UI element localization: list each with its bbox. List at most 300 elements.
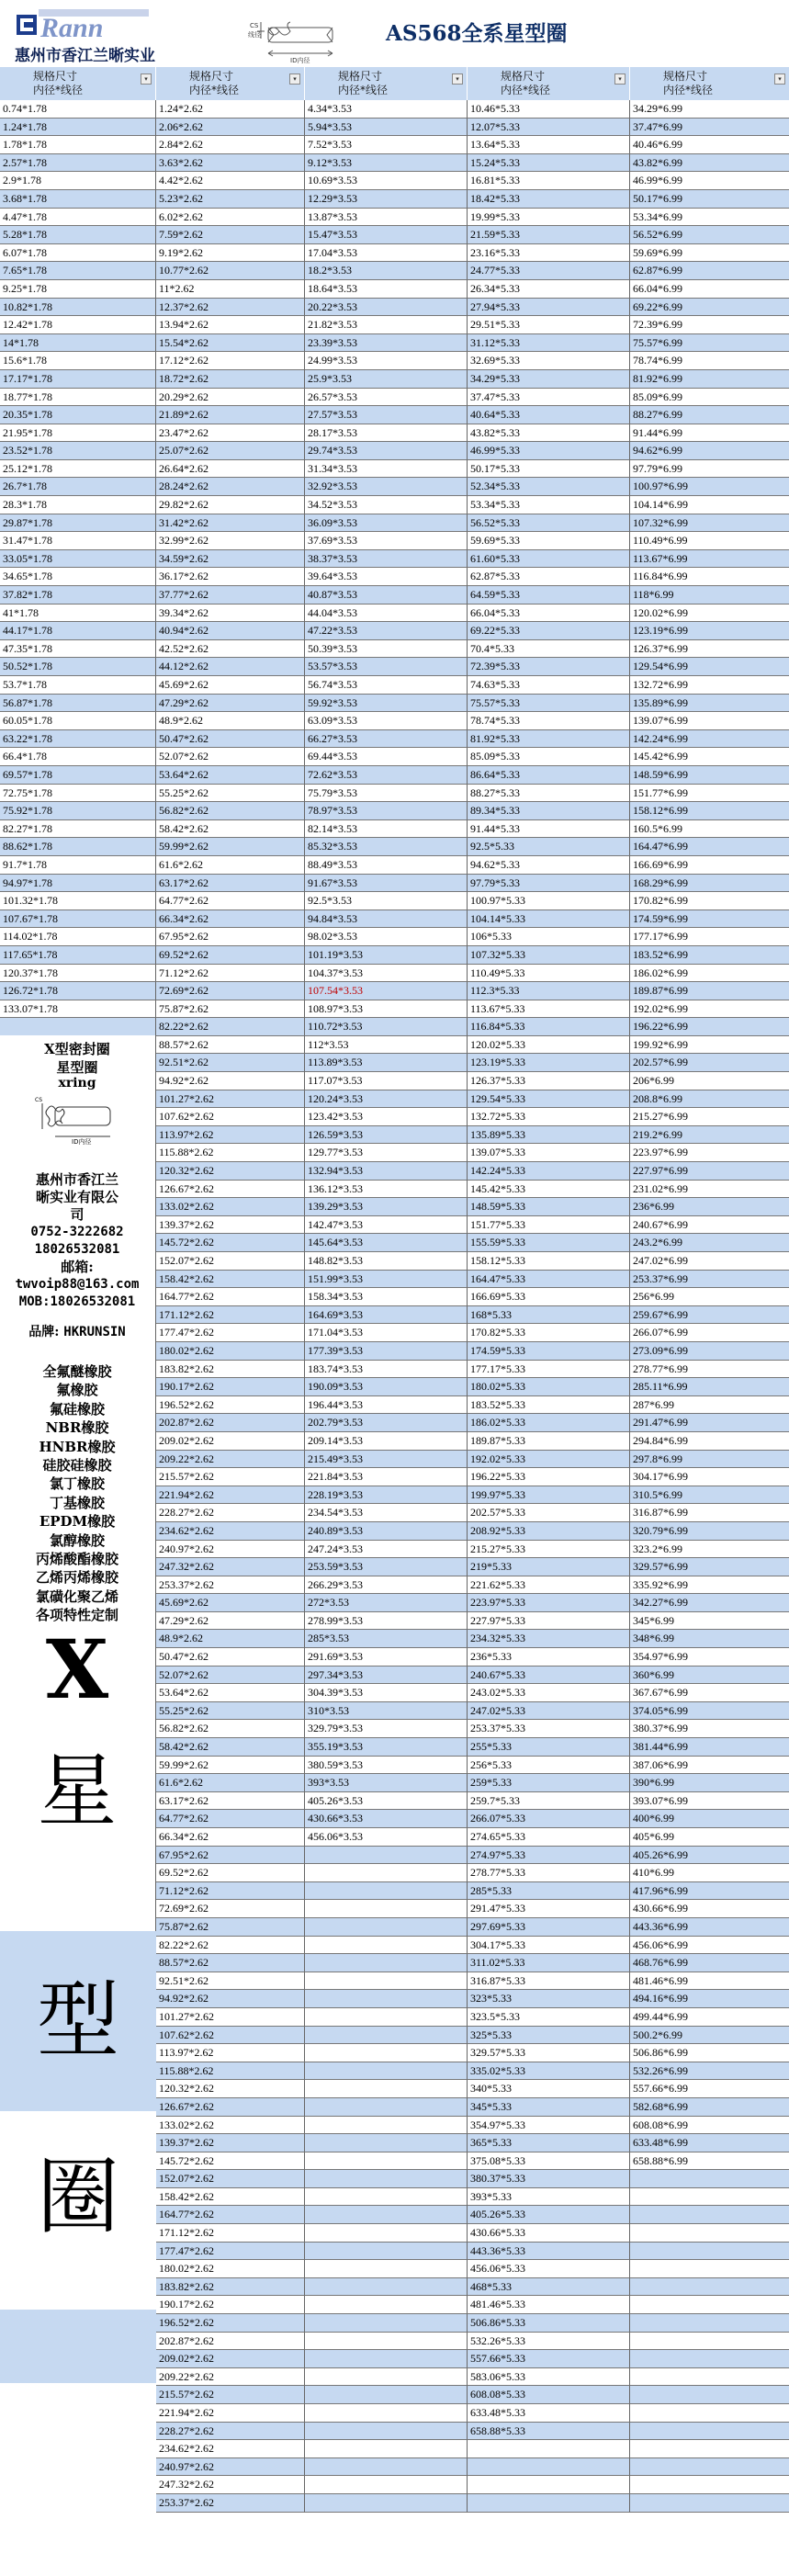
size-cell[interactable] xyxy=(630,2350,789,2368)
size-cell[interactable]: 32.69*5.33 xyxy=(468,352,630,370)
size-cell[interactable]: 273.09*6.99 xyxy=(630,1342,789,1361)
size-cell[interactable]: 40.46*6.99 xyxy=(630,136,789,154)
size-cell[interactable]: 247.32*2.62 xyxy=(156,1558,305,1576)
size-cell[interactable]: 221.62*5.33 xyxy=(468,1576,630,1595)
size-cell[interactable]: 135.89*6.99 xyxy=(630,695,789,713)
size-cell[interactable]: 50.39*3.53 xyxy=(305,640,468,659)
size-cell[interactable] xyxy=(305,2314,468,2333)
size-cell[interactable]: 139.29*3.53 xyxy=(305,1198,468,1216)
size-cell[interactable]: 199.92*6.99 xyxy=(630,1036,789,1055)
size-cell[interactable] xyxy=(468,2494,630,2513)
size-cell[interactable]: 164.77*2.62 xyxy=(156,1288,305,1306)
size-cell[interactable]: 17.12*2.62 xyxy=(156,352,305,370)
size-cell[interactable]: 177.17*5.33 xyxy=(468,1361,630,1379)
size-cell[interactable] xyxy=(305,2224,468,2243)
size-cell[interactable]: 329.79*3.53 xyxy=(305,1720,468,1738)
size-cell[interactable]: 72.75*1.78 xyxy=(0,785,156,803)
size-cell[interactable]: 9.19*2.62 xyxy=(156,244,305,263)
size-cell[interactable]: 177.39*3.53 xyxy=(305,1342,468,1361)
size-cell[interactable]: 145.72*2.62 xyxy=(156,2152,305,2171)
size-cell[interactable]: 34.59*2.62 xyxy=(156,550,305,569)
size-cell[interactable] xyxy=(305,2044,468,2062)
size-cell[interactable]: 17.17*1.78 xyxy=(0,370,156,389)
size-cell[interactable] xyxy=(305,2423,468,2441)
column-header[interactable] xyxy=(156,67,305,100)
size-cell[interactable]: 94.92*2.62 xyxy=(156,1990,305,2008)
size-cell[interactable]: 139.37*2.62 xyxy=(156,1216,305,1235)
size-cell[interactable]: 20.35*1.78 xyxy=(0,406,156,424)
size-cell[interactable]: 658.88*5.33 xyxy=(468,2423,630,2441)
size-cell[interactable]: 456.06*3.53 xyxy=(305,1828,468,1847)
size-cell[interactable]: 297.69*5.33 xyxy=(468,1918,630,1937)
size-cell[interactable]: 374.05*6.99 xyxy=(630,1702,789,1721)
column-header[interactable] xyxy=(468,67,630,100)
size-cell[interactable]: 202.57*6.99 xyxy=(630,1054,789,1072)
size-cell[interactable]: 481.46*5.33 xyxy=(468,2296,630,2314)
size-cell[interactable]: 177.17*6.99 xyxy=(630,928,789,946)
size-cell[interactable]: 316.87*6.99 xyxy=(630,1504,789,1522)
size-cell[interactable]: 24.77*5.33 xyxy=(468,262,630,280)
size-cell[interactable]: 64.59*5.33 xyxy=(468,586,630,604)
size-cell[interactable]: 59.92*3.53 xyxy=(305,695,468,713)
size-cell[interactable]: 380.37*5.33 xyxy=(468,2170,630,2188)
size-cell[interactable]: 69.52*2.62 xyxy=(156,1864,305,1882)
size-cell[interactable]: 43.82*5.33 xyxy=(468,424,630,443)
size-cell[interactable]: 209.14*3.53 xyxy=(305,1432,468,1451)
size-cell[interactable]: 582.68*6.99 xyxy=(630,2098,789,2117)
size-cell[interactable]: 170.82*6.99 xyxy=(630,892,789,910)
size-cell[interactable]: 6.07*1.78 xyxy=(0,244,156,263)
size-cell[interactable]: 20.22*3.53 xyxy=(305,299,468,317)
size-cell[interactable]: 16.81*5.33 xyxy=(468,172,630,190)
size-cell[interactable]: 37.47*5.33 xyxy=(468,389,630,407)
size-cell[interactable] xyxy=(305,1972,468,1991)
size-cell[interactable]: 9.12*3.53 xyxy=(305,154,468,173)
size-cell[interactable]: 3.63*2.62 xyxy=(156,154,305,173)
size-cell[interactable]: 355.19*3.53 xyxy=(305,1738,468,1757)
size-cell[interactable]: 13.94*2.62 xyxy=(156,316,305,334)
size-cell[interactable]: 126.67*2.62 xyxy=(156,2098,305,2117)
size-cell[interactable]: 15.54*2.62 xyxy=(156,334,305,353)
size-cell[interactable]: 196.52*2.62 xyxy=(156,2314,305,2333)
size-cell[interactable]: 126.37*5.33 xyxy=(468,1072,630,1090)
size-cell[interactable] xyxy=(630,2296,789,2314)
size-cell[interactable]: 183.82*2.62 xyxy=(156,2278,305,2297)
size-cell[interactable]: 50.17*6.99 xyxy=(630,190,789,209)
size-cell[interactable]: 50.47*2.62 xyxy=(156,730,305,749)
size-cell[interactable]: 115.88*2.62 xyxy=(156,2062,305,2081)
size-cell[interactable]: 21.82*3.53 xyxy=(305,316,468,334)
size-cell[interactable]: 66.34*2.62 xyxy=(156,910,305,929)
size-cell[interactable]: 405*6.99 xyxy=(630,1828,789,1847)
size-cell[interactable] xyxy=(630,2243,789,2261)
size-cell[interactable]: 53.57*3.53 xyxy=(305,658,468,676)
size-cell[interactable] xyxy=(630,2458,789,2477)
size-cell[interactable]: 240.97*2.62 xyxy=(156,2458,305,2477)
size-cell[interactable] xyxy=(630,2314,789,2333)
size-cell[interactable]: 37.69*3.53 xyxy=(305,532,468,550)
size-cell[interactable]: 329.57*5.33 xyxy=(468,2044,630,2062)
size-cell[interactable]: 208.92*5.33 xyxy=(468,1522,630,1541)
size-cell[interactable]: 81.92*6.99 xyxy=(630,370,789,389)
size-cell[interactable]: 202.79*3.53 xyxy=(305,1414,468,1432)
size-cell[interactable]: 145.42*5.33 xyxy=(468,1181,630,1199)
size-cell[interactable]: 405.26*5.33 xyxy=(468,2206,630,2224)
size-cell[interactable]: 335.92*6.99 xyxy=(630,1576,789,1595)
size-cell[interactable]: 92.5*5.33 xyxy=(468,838,630,856)
size-cell[interactable]: 29.74*3.53 xyxy=(305,442,468,460)
size-cell[interactable]: 33.05*1.78 xyxy=(0,550,156,569)
size-cell[interactable]: 4.42*2.62 xyxy=(156,172,305,190)
size-cell[interactable]: 231.02*6.99 xyxy=(630,1181,789,1199)
size-cell[interactable] xyxy=(630,2423,789,2441)
size-cell[interactable]: 151.77*5.33 xyxy=(468,1216,630,1235)
size-cell[interactable]: 10.82*1.78 xyxy=(0,299,156,317)
size-cell[interactable]: 107.32*5.33 xyxy=(468,946,630,965)
size-cell[interactable]: 72.69*2.62 xyxy=(156,982,305,1000)
size-cell[interactable]: 148.59*5.33 xyxy=(468,1198,630,1216)
size-cell[interactable]: 196.44*3.53 xyxy=(305,1396,468,1415)
size-cell[interactable]: 28.3*1.78 xyxy=(0,496,156,514)
size-cell[interactable]: 88.27*5.33 xyxy=(468,785,630,803)
size-cell[interactable] xyxy=(305,2008,468,2027)
size-cell[interactable]: 47.22*3.53 xyxy=(305,622,468,640)
size-cell[interactable]: 53.34*5.33 xyxy=(468,496,630,514)
size-cell[interactable]: 63.22*1.78 xyxy=(0,730,156,749)
size-cell[interactable]: 34.29*5.33 xyxy=(468,370,630,389)
size-cell[interactable]: 48.9*2.62 xyxy=(156,712,305,730)
size-cell[interactable]: 202.87*2.62 xyxy=(156,2333,305,2351)
size-cell[interactable]: 132.72*6.99 xyxy=(630,676,789,695)
column-header[interactable] xyxy=(0,67,156,100)
size-cell[interactable]: 81.92*5.33 xyxy=(468,730,630,749)
size-cell[interactable]: 468*5.33 xyxy=(468,2278,630,2297)
size-cell[interactable]: 196.22*6.99 xyxy=(630,1018,789,1036)
size-cell[interactable] xyxy=(305,2278,468,2297)
size-cell[interactable] xyxy=(305,2368,468,2387)
size-cell[interactable]: 180.02*2.62 xyxy=(156,1342,305,1361)
size-cell[interactable]: 29.87*1.78 xyxy=(0,514,156,533)
size-cell[interactable]: 45.69*2.62 xyxy=(156,1594,305,1612)
size-cell[interactable]: 3.68*1.78 xyxy=(0,190,156,209)
size-cell[interactable]: 274.65*5.33 xyxy=(468,1828,630,1847)
size-cell[interactable]: 320.79*6.99 xyxy=(630,1522,789,1541)
size-cell[interactable] xyxy=(630,2494,789,2513)
size-cell[interactable]: 10.46*5.33 xyxy=(468,100,630,119)
size-cell[interactable]: 405.26*3.53 xyxy=(305,1792,468,1811)
size-cell[interactable]: 129.54*5.33 xyxy=(468,1090,630,1109)
size-cell[interactable]: 209.02*2.62 xyxy=(156,2350,305,2368)
size-cell[interactable]: 387.06*6.99 xyxy=(630,1757,789,1775)
size-cell[interactable]: 557.66*6.99 xyxy=(630,2080,789,2098)
size-cell[interactable]: 234.32*5.33 xyxy=(468,1630,630,1648)
size-cell[interactable]: 48.9*2.62 xyxy=(156,1630,305,1648)
size-cell[interactable]: 297.34*3.53 xyxy=(305,1666,468,1685)
size-cell[interactable] xyxy=(305,2080,468,2098)
size-cell[interactable]: 94.84*3.53 xyxy=(305,910,468,929)
size-cell[interactable]: 145.64*3.53 xyxy=(305,1234,468,1252)
size-cell[interactable]: 94.92*2.62 xyxy=(156,1072,305,1090)
size-cell[interactable]: 26.34*5.33 xyxy=(468,280,630,299)
size-cell[interactable]: 82.14*3.53 xyxy=(305,820,468,839)
size-cell[interactable]: 120.32*2.62 xyxy=(156,2080,305,2098)
size-cell[interactable]: 285*5.33 xyxy=(468,1882,630,1901)
size-cell[interactable]: 145.42*6.99 xyxy=(630,748,789,766)
size-cell[interactable]: 112*3.53 xyxy=(305,1036,468,1055)
size-cell[interactable]: 100.97*5.33 xyxy=(468,892,630,910)
size-cell[interactable]: 27.94*5.33 xyxy=(468,299,630,317)
size-cell[interactable]: 37.77*2.62 xyxy=(156,586,305,604)
size-cell[interactable]: 380.37*6.99 xyxy=(630,1720,789,1738)
size-cell[interactable]: 63.09*3.53 xyxy=(305,712,468,730)
size-cell[interactable]: 223.97*6.99 xyxy=(630,1144,789,1162)
size-cell[interactable]: 40.64*5.33 xyxy=(468,406,630,424)
size-cell[interactable]: 228.19*3.53 xyxy=(305,1486,468,1505)
size-cell[interactable] xyxy=(305,2206,468,2224)
size-cell[interactable]: 78.97*3.53 xyxy=(305,802,468,820)
size-cell[interactable]: 240.67*5.33 xyxy=(468,1666,630,1685)
size-cell[interactable]: 39.34*2.62 xyxy=(156,604,305,623)
size-cell[interactable]: 206*6.99 xyxy=(630,1072,789,1090)
size-cell[interactable]: 50.17*5.33 xyxy=(468,460,630,479)
size-cell[interactable]: 186.02*5.33 xyxy=(468,1414,630,1432)
size-cell[interactable] xyxy=(630,2333,789,2351)
size-cell[interactable]: 164.47*5.33 xyxy=(468,1271,630,1289)
size-cell[interactable]: 10.69*3.53 xyxy=(305,172,468,190)
size-cell[interactable]: 2.57*1.78 xyxy=(0,154,156,173)
size-cell[interactable]: 142.24*5.33 xyxy=(468,1162,630,1181)
size-cell[interactable]: 158.42*2.62 xyxy=(156,1271,305,1289)
size-cell[interactable]: 221.94*2.62 xyxy=(156,2404,305,2423)
size-cell[interactable]: 29.51*5.33 xyxy=(468,316,630,334)
size-cell[interactable]: 240.67*6.99 xyxy=(630,1216,789,1235)
size-cell[interactable]: 375.08*5.33 xyxy=(468,2152,630,2171)
size-cell[interactable]: 456.06*6.99 xyxy=(630,1937,789,1955)
size-cell[interactable] xyxy=(468,2440,630,2458)
size-cell[interactable]: 69.44*3.53 xyxy=(305,748,468,766)
size-cell[interactable] xyxy=(305,2188,468,2207)
size-cell[interactable]: 62.87*6.99 xyxy=(630,262,789,280)
size-cell[interactable]: 71.12*2.62 xyxy=(156,965,305,983)
size-cell[interactable]: 287*6.99 xyxy=(630,1396,789,1415)
size-cell[interactable]: 345*5.33 xyxy=(468,2098,630,2117)
size-cell[interactable]: 142.47*3.53 xyxy=(305,1216,468,1235)
size-cell[interactable]: 189.87*5.33 xyxy=(468,1432,630,1451)
size-cell[interactable] xyxy=(630,2278,789,2297)
size-cell[interactable]: 405.26*6.99 xyxy=(630,1847,789,1865)
size-cell[interactable]: 183.74*3.53 xyxy=(305,1361,468,1379)
size-cell[interactable]: 1.78*1.78 xyxy=(0,136,156,154)
size-cell[interactable]: 58.42*2.62 xyxy=(156,1738,305,1757)
size-cell[interactable]: 126.67*2.62 xyxy=(156,1181,305,1199)
size-cell[interactable]: 63.17*2.62 xyxy=(156,1792,305,1811)
size-cell[interactable]: 59.69*5.33 xyxy=(468,532,630,550)
size-cell[interactable]: 7.59*2.62 xyxy=(156,226,305,244)
size-cell[interactable]: 158.34*3.53 xyxy=(305,1288,468,1306)
size-cell[interactable]: 325*5.33 xyxy=(468,2027,630,2045)
size-cell[interactable]: 234.54*3.53 xyxy=(305,1504,468,1522)
size-cell[interactable]: 342.27*6.99 xyxy=(630,1594,789,1612)
size-cell[interactable]: 2.06*2.62 xyxy=(156,119,305,137)
size-cell[interactable]: 120.24*3.53 xyxy=(305,1090,468,1109)
size-cell[interactable]: 104.37*3.53 xyxy=(305,965,468,983)
size-cell[interactable]: 75.57*5.33 xyxy=(468,695,630,713)
size-cell[interactable] xyxy=(630,2386,789,2404)
size-cell[interactable]: 23.47*2.62 xyxy=(156,424,305,443)
size-cell[interactable]: 43.82*6.99 xyxy=(630,154,789,173)
size-cell[interactable]: 70.4*5.33 xyxy=(468,640,630,659)
size-cell[interactable]: 7.65*1.78 xyxy=(0,262,156,280)
size-cell[interactable]: 31.12*5.33 xyxy=(468,334,630,353)
size-cell[interactable]: 67.95*2.62 xyxy=(156,1847,305,1865)
size-cell[interactable]: 117.07*3.53 xyxy=(305,1072,468,1090)
size-cell[interactable]: 170.82*5.33 xyxy=(468,1324,630,1342)
size-cell[interactable]: 37.82*1.78 xyxy=(0,586,156,604)
size-cell[interactable]: 583.06*5.33 xyxy=(468,2368,630,2387)
size-cell[interactable]: 152.07*2.62 xyxy=(156,2170,305,2188)
size-cell[interactable]: 50.47*2.62 xyxy=(156,1648,305,1666)
size-cell[interactable]: 166.69*5.33 xyxy=(468,1288,630,1306)
size-cell[interactable] xyxy=(305,2386,468,2404)
size-cell[interactable]: 294.84*6.99 xyxy=(630,1432,789,1451)
size-cell[interactable]: 236*5.33 xyxy=(468,1648,630,1666)
size-cell[interactable]: 13.87*3.53 xyxy=(305,209,468,227)
size-cell[interactable]: 64.77*2.62 xyxy=(156,892,305,910)
size-cell[interactable]: 310.5*6.99 xyxy=(630,1486,789,1505)
size-cell[interactable]: 410*6.99 xyxy=(630,1864,789,1882)
size-cell[interactable]: 25.12*1.78 xyxy=(0,460,156,479)
size-cell[interactable]: 118*6.99 xyxy=(630,586,789,604)
size-cell[interactable]: 113.97*2.62 xyxy=(156,1126,305,1145)
size-cell[interactable]: 63.17*2.62 xyxy=(156,875,305,893)
size-cell[interactable]: 168*5.33 xyxy=(468,1306,630,1325)
size-cell[interactable]: 36.17*2.62 xyxy=(156,568,305,586)
size-cell[interactable]: 215.49*3.53 xyxy=(305,1451,468,1469)
size-cell[interactable]: 28.17*3.53 xyxy=(305,424,468,443)
size-cell[interactable] xyxy=(305,2152,468,2171)
size-cell[interactable]: 113.89*3.53 xyxy=(305,1054,468,1072)
size-cell[interactable]: 316.87*5.33 xyxy=(468,1972,630,1991)
size-cell[interactable]: 26.64*2.62 xyxy=(156,460,305,479)
size-cell[interactable]: 132.94*3.53 xyxy=(305,1162,468,1181)
size-cell[interactable]: 132.72*5.33 xyxy=(468,1108,630,1126)
size-cell[interactable]: 85.09*6.99 xyxy=(630,389,789,407)
size-cell[interactable]: 91.44*6.99 xyxy=(630,424,789,443)
size-cell[interactable]: 227.97*6.99 xyxy=(630,1162,789,1181)
size-cell[interactable]: 259.67*6.99 xyxy=(630,1306,789,1325)
size-cell[interactable]: 209.22*2.62 xyxy=(156,1451,305,1469)
size-cell[interactable]: 91.67*3.53 xyxy=(305,875,468,893)
size-cell[interactable]: 66.4*1.78 xyxy=(0,748,156,766)
size-cell[interactable]: 97.79*5.33 xyxy=(468,875,630,893)
size-cell[interactable]: 120.02*5.33 xyxy=(468,1036,630,1055)
size-cell[interactable]: 21.89*2.62 xyxy=(156,406,305,424)
size-cell[interactable]: 46.99*5.33 xyxy=(468,442,630,460)
size-cell[interactable]: 393*5.33 xyxy=(468,2188,630,2207)
size-cell[interactable]: 532.26*5.33 xyxy=(468,2333,630,2351)
size-cell[interactable]: 164.77*2.62 xyxy=(156,2206,305,2224)
size-cell[interactable]: 129.77*3.53 xyxy=(305,1144,468,1162)
size-cell[interactable]: 2.9*1.78 xyxy=(0,172,156,190)
size-cell[interactable]: 12.29*3.53 xyxy=(305,190,468,209)
size-cell[interactable]: 15.24*5.33 xyxy=(468,154,630,173)
size-cell[interactable] xyxy=(305,2027,468,2045)
size-cell[interactable]: 135.89*5.33 xyxy=(468,1126,630,1145)
size-cell[interactable] xyxy=(305,2440,468,2458)
column-header[interactable] xyxy=(630,67,789,100)
size-cell[interactable] xyxy=(305,2296,468,2314)
size-cell[interactable]: 104.14*5.33 xyxy=(468,910,630,929)
size-cell[interactable]: 443.36*5.33 xyxy=(468,2243,630,2261)
size-cell[interactable]: 85.09*5.33 xyxy=(468,748,630,766)
size-cell[interactable]: 23.39*3.53 xyxy=(305,334,468,353)
size-cell[interactable] xyxy=(305,2333,468,2351)
size-cell[interactable]: 390*6.99 xyxy=(630,1774,789,1792)
size-cell[interactable]: 104.14*6.99 xyxy=(630,496,789,514)
size-cell[interactable]: 56.82*2.62 xyxy=(156,1720,305,1738)
size-cell[interactable]: 115.88*2.62 xyxy=(156,1144,305,1162)
size-cell[interactable]: 6.02*2.62 xyxy=(156,209,305,227)
size-cell[interactable]: 56.52*5.33 xyxy=(468,514,630,533)
size-cell[interactable] xyxy=(305,1864,468,1882)
size-cell[interactable]: 23.52*1.78 xyxy=(0,442,156,460)
size-cell[interactable]: 39.64*3.53 xyxy=(305,568,468,586)
size-cell[interactable]: 266.29*3.53 xyxy=(305,1576,468,1595)
size-cell[interactable] xyxy=(630,2368,789,2387)
size-cell[interactable]: 101.27*2.62 xyxy=(156,2008,305,2027)
size-cell[interactable]: 75.87*2.62 xyxy=(156,1000,305,1019)
size-cell[interactable]: 31.34*3.53 xyxy=(305,460,468,479)
size-cell[interactable]: 75.92*1.78 xyxy=(0,802,156,820)
size-cell[interactable]: 34.29*6.99 xyxy=(630,100,789,119)
size-cell[interactable]: 186.02*6.99 xyxy=(630,965,789,983)
size-cell[interactable]: 18.72*2.62 xyxy=(156,370,305,389)
size-cell[interactable]: 243.2*6.99 xyxy=(630,1234,789,1252)
size-cell[interactable] xyxy=(305,2350,468,2368)
size-cell[interactable]: 266.07*5.33 xyxy=(468,1810,630,1828)
size-cell[interactable]: 4.34*3.53 xyxy=(305,100,468,119)
size-cell[interactable]: 4.47*1.78 xyxy=(0,209,156,227)
size-cell[interactable]: 183.82*2.62 xyxy=(156,1361,305,1379)
size-cell[interactable] xyxy=(630,2170,789,2188)
size-cell[interactable] xyxy=(305,1900,468,1918)
size-cell[interactable]: 255*5.33 xyxy=(468,1738,630,1757)
size-cell[interactable]: 365*5.33 xyxy=(468,2134,630,2152)
size-cell[interactable]: 158.12*5.33 xyxy=(468,1252,630,1271)
size-cell[interactable]: 52.07*2.62 xyxy=(156,1666,305,1685)
size-cell[interactable]: 117.65*1.78 xyxy=(0,946,156,965)
size-cell[interactable]: 219.2*6.99 xyxy=(630,1126,789,1145)
size-cell[interactable]: 123.19*6.99 xyxy=(630,622,789,640)
size-cell[interactable]: 44.12*2.62 xyxy=(156,658,305,676)
size-cell[interactable]: 53.64*2.62 xyxy=(156,1684,305,1702)
size-cell[interactable]: 12.37*2.62 xyxy=(156,299,305,317)
size-cell[interactable] xyxy=(305,2494,468,2513)
size-cell[interactable] xyxy=(305,2062,468,2081)
size-cell[interactable]: 36.09*3.53 xyxy=(305,514,468,533)
size-cell[interactable]: 53.7*1.78 xyxy=(0,676,156,695)
size-cell[interactable]: 160.5*6.99 xyxy=(630,820,789,839)
size-cell[interactable]: 335.02*5.33 xyxy=(468,2062,630,2081)
size-cell[interactable]: 24.99*3.53 xyxy=(305,352,468,370)
size-cell[interactable] xyxy=(305,2476,468,2494)
size-cell[interactable]: 72.69*2.62 xyxy=(156,1900,305,1918)
size-cell[interactable]: 1.24*2.62 xyxy=(156,100,305,119)
size-cell[interactable]: 381.44*6.99 xyxy=(630,1738,789,1757)
size-cell[interactable]: 92.51*2.62 xyxy=(156,1972,305,1991)
size-cell[interactable]: 114.02*1.78 xyxy=(0,928,156,946)
size-cell[interactable]: 69.22*6.99 xyxy=(630,299,789,317)
